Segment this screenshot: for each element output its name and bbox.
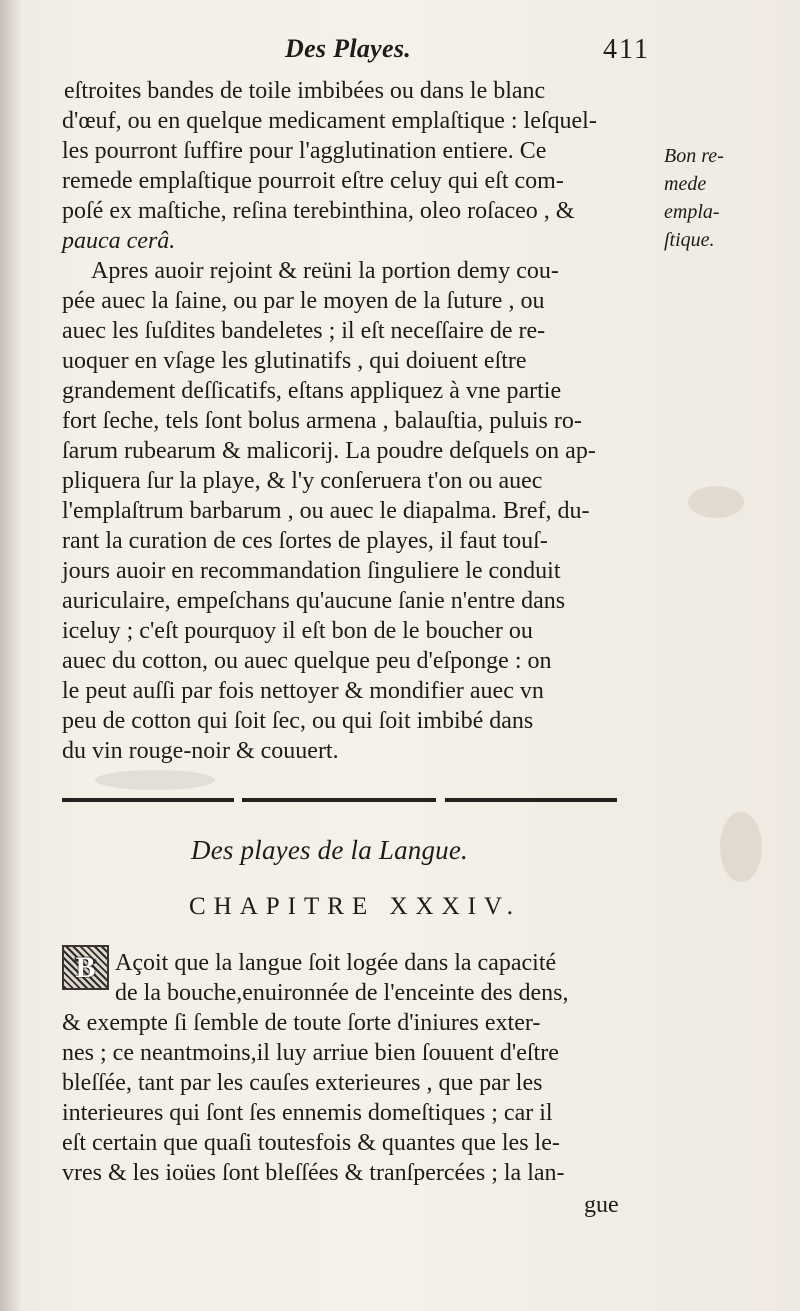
text-line: Apres auoir rejoint & reüni la portion demy cou- — [91, 258, 559, 284]
running-title: Des Playes. — [285, 34, 412, 63]
text-line: nes ; ce neantmoins,il luy arriue bien ſouuent d'eſtre — [62, 1040, 559, 1066]
text-line: remede emplaſtique pourroit eſtre celuy qui eſt com- — [62, 168, 564, 194]
text-line: & exempte ſi ſemble de toute ſorte d'iniures exter- — [62, 1010, 541, 1036]
text-line: le peut auſſi par fois nettoyer & mondifier auec vn — [62, 678, 544, 704]
text-line: pauca cerâ. — [62, 228, 176, 254]
text-line: jours auoir en recommandation ſinguliere le conduit — [62, 558, 561, 584]
page-gutter-shadow — [0, 0, 22, 1311]
margin-note-line: empla- — [664, 201, 720, 223]
dropcap-letter: B — [75, 950, 96, 984]
text-line: les pourront ſuffire pour l'agglutination entiere. Ce — [62, 138, 547, 164]
text-line: d'œuf, ou en quelque medicament emplaſtique : leſquel- — [62, 108, 597, 134]
paper-stain — [95, 770, 215, 790]
text-line: auriculaire, empeſchans qu'aucune ſanie n'entre dans — [62, 588, 566, 614]
text-line: iceluy ; c'eſt pourquoy il eſt bon de le boucher ou — [62, 618, 533, 644]
text-line: interieures qui ſont ſes ennemis domeſtiques ; car il — [62, 1100, 553, 1126]
text-line: ſarum rubearum & malicorij. La poudre deſquels on ap- — [62, 438, 596, 464]
text-line: eſtroites bandes de toile imbibées ou dans le blanc — [64, 78, 546, 104]
decorative-dropcap — [62, 945, 109, 990]
text-line: auec les ſuſdites bandeletes ; il eſt neceſſaire de re- — [62, 318, 546, 344]
section-divider — [62, 798, 234, 802]
text-line: vres & les ioües ſont bleſſées & tranſpercées ; la lan- — [62, 1160, 565, 1186]
page-number: 411 — [603, 34, 650, 65]
text-line: fort ſeche, tels ſont bolus armena , balauſtia, puluis ro- — [62, 408, 582, 434]
text-line: uoquer en vſage les glutinatifs , qui doiuent eſtre — [62, 348, 527, 374]
text-line: auec du cotton, ou auec quelque peu d'eſponge : on — [62, 648, 552, 674]
text-line: l'emplaſtrum barbarum , ou auec le diapalma. Bref, du- — [62, 498, 590, 524]
paper-stain — [720, 812, 762, 882]
text-line: bleſſée, tant par les cauſes exterieures , que par les — [62, 1070, 543, 1096]
text-line: pée auec la ſaine, ou par le moyen de la ſuture , ou — [62, 288, 545, 314]
text-line: Açoit que la langue ſoit logée dans la capacité — [115, 950, 557, 976]
margin-note — [664, 142, 774, 254]
section-divider — [242, 798, 436, 802]
chapter-title: CHAPITRE XXXIV. — [189, 893, 522, 920]
text-line: du vin rouge-noir & couuert. — [62, 738, 339, 764]
text-line: peu de cotton qui ſoit ſec, ou qui ſoit imbibé dans — [62, 708, 534, 734]
section-divider — [445, 798, 617, 802]
catchword: gue — [584, 1192, 619, 1218]
paper-stain — [688, 486, 744, 518]
margin-note-line: mede — [664, 173, 707, 195]
text-line: pliquera ſur la playe, & l'y conſeruera t'on ou auec — [62, 468, 543, 494]
margin-note-line: ſtique. — [664, 229, 715, 251]
page-header — [60, 34, 656, 74]
text-line: de la bouche,enuironnée de l'enceinte des dens, — [115, 980, 569, 1006]
margin-note-line: Bon re- — [664, 145, 724, 167]
text-line: eſt certain que quaſi toutesfois & quantes que les le- — [62, 1130, 560, 1156]
text-line: poſé ex maſtiche, reſina terebinthina, oleo roſaceo , & — [62, 198, 575, 224]
section-title: Des playes de la Langue. — [191, 835, 469, 865]
text-line: grandement deſſicatifs, eſtans appliquez à vne partie — [62, 378, 562, 404]
text-line: rant la curation de ces ſortes de playes, il faut touſ- — [62, 528, 548, 554]
